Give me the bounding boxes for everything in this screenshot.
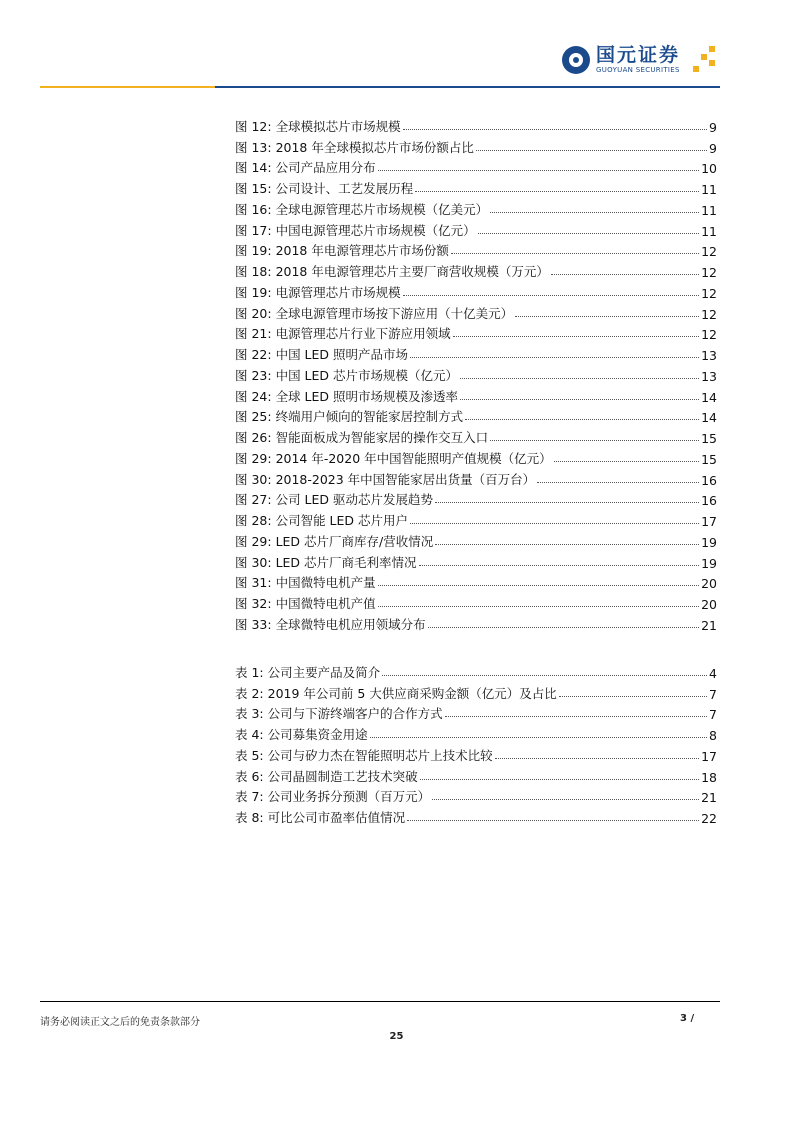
figure-entry[interactable] [235,550,717,571]
dot-leader [490,440,699,441]
table-entry-label: 表 3: 公司与下游终端客户的合作方式 [235,706,443,722]
page-header [0,0,793,95]
figure-entry-label: 图 19: 电源管理芯片市场规模 [235,284,401,300]
figure-entry-label: 图 30: 2018-2023 年中国智能家居出货量（百万台） [235,471,536,487]
dot-leader [554,461,699,462]
figure-entry-page: 15 [701,431,717,446]
dot-leader [435,544,699,545]
dot-leader [382,675,707,676]
figure-entry-label: 图 16: 全球电源管理芯片市场规模（亿美元） [235,201,489,217]
figure-entry-page: 12 [701,285,717,301]
company-logo [562,42,680,78]
figure-entry[interactable] [235,529,717,550]
table-entry-label: 表 6: 公司晶圆制造工艺技术突破 [235,768,418,784]
figure-entry-page: 9 [709,140,717,156]
table-entry-page: 4 [709,665,717,681]
table-entry[interactable] [235,805,717,826]
table-entry-label: 表 8: 可比公司市盈率估值情况 [235,810,406,825]
table-entry-label: 表 2: 2019 年公司前 5 大供应商采购金额（亿元）及占比 [235,685,557,701]
dot-leader [410,523,699,524]
dot-leader [445,716,707,717]
figure-entry[interactable] [235,322,717,343]
table-entry-page: 18 [701,769,717,785]
logo-chinese-name: 国元证券 [596,44,681,66]
figure-entry-page: 19 [701,534,717,550]
table-entry-page: 21 [701,790,717,806]
figure-entry-page: 11 [701,223,717,239]
dot-leader [451,253,699,254]
page-number: 25 [389,1031,404,1042]
figure-entry-page: 11 [701,182,717,197]
figure-entry-label: 图 20: 全球电源管理市场按下游应用（十亿美元） [235,305,514,321]
dot-leader [490,212,699,213]
table-entry-label: 表 5: 公司与矽力杰在智能照明芯片上技术比较 [235,747,493,763]
dot-leader [403,129,707,130]
dot-leader [559,696,707,697]
dot-leader [407,820,699,821]
table-entry[interactable] [235,743,717,764]
figure-entry-page: 20 [701,576,717,592]
dot-leader [378,170,700,171]
figure-entry-label: 图 29: 2014 年-2020 年中国智能照明产值规模（亿元） [235,450,552,466]
table-list [235,660,717,826]
table-entry-page: 22 [701,811,717,826]
figure-entry-label: 图 32: 中国微特电机产值 [235,596,376,611]
figure-entry-label: 图 28: 公司智能 LED 芯片用户 [235,513,408,528]
disclaimer-note: 请务必阅读正文之后的免责条款部分 [40,1017,200,1028]
figure-entry-page: 12 [701,327,717,343]
figure-entry-label: 图 31: 中国微特电机产量 [235,575,376,591]
figure-entry-label: 图 15: 公司设计、工艺发展历程 [235,181,414,196]
table-entry-page: 7 [709,707,717,723]
figure-entry-label: 图 29: LED 芯片厂商库存/营收情况 [235,533,434,549]
figure-entry-page: 11 [701,202,717,218]
figure-entry-page: 12 [701,265,717,280]
figure-entry[interactable] [235,488,717,509]
dot-leader [515,316,699,317]
dot-leader [478,233,700,234]
dot-leader [460,399,699,400]
figure-entry-label: 图 33: 全球微特电机应用领域分布 [235,616,426,632]
dot-leader [428,627,700,628]
logo-text [596,45,680,75]
dot-leader [465,419,699,420]
figure-entry[interactable] [235,363,717,384]
figure-entry[interactable] [235,446,717,467]
figure-entry[interactable] [235,114,717,135]
table-entry[interactable] [235,702,717,723]
figure-entry-page: 13 [701,348,717,363]
figure-entry[interactable] [235,197,717,218]
table-entry[interactable] [235,764,717,785]
figure-entry[interactable] [235,280,717,301]
logo-emblem-icon [562,46,590,74]
dot-leader [537,482,699,483]
dot-leader [495,758,699,759]
dot-leader [435,502,699,503]
logo-dots-icon [693,46,717,74]
figure-entry[interactable] [235,591,717,612]
figure-entry-label: 图 24: 全球 LED 照明市场规模及渗透率 [235,388,458,404]
figure-entry-page: 12 [701,244,717,260]
dot-leader [460,378,699,379]
dot-leader [378,606,700,607]
figure-entry-page: 14 [701,410,717,426]
figure-entry-label: 图 23: 中国 LED 芯片市场规模（亿元） [235,367,458,383]
figure-entry-label: 图 17: 中国电源管理芯片市场规模（亿元） [235,222,476,238]
dot-leader [403,295,700,296]
figure-entry-label: 图 27: 公司 LED 驱动芯片发展趋势 [235,492,433,508]
figure-entry-page: 16 [701,493,717,509]
dot-leader [432,799,699,800]
figure-list [235,114,717,633]
table-entry[interactable] [235,785,717,806]
figure-entry[interactable] [235,508,717,529]
logo-english-name: GUOYUAN SECURITIES [596,66,680,74]
figure-entry-label: 图 21: 电源管理芯片行业下游应用领域 [235,326,451,342]
page-indicator: 3 / [680,1013,695,1024]
dot-leader [419,565,700,566]
figure-entry[interactable] [235,571,717,592]
figure-entry-page: 14 [701,389,717,405]
figure-entry-page: 21 [701,617,717,633]
figure-entry[interactable] [235,425,717,446]
figure-entry-label: 图 25: 终端用户倾向的智能家居控制方式 [235,409,464,425]
figure-entry-label: 图 13: 2018 年全球模拟芯片市场份额占比 [235,139,474,155]
figure-entry-page: 10 [701,161,717,177]
figure-entry-page: 17 [701,514,717,529]
dot-leader [370,737,707,738]
figure-entry-page: 20 [701,597,717,612]
figure-entry-page: 19 [701,555,717,571]
table-entry-page: 8 [709,728,717,743]
dot-leader [551,274,699,275]
figure-entry-label: 图 12: 全球模拟芯片市场规模 [235,118,401,134]
dot-leader [410,357,699,358]
figure-entry[interactable] [235,135,717,156]
dot-leader [378,585,700,586]
figure-entry-page: 12 [701,306,717,322]
dot-leader [453,336,700,337]
figure-entry-label: 图 18: 2018 年电源管理芯片主要厂商营收规模（万元） [235,264,549,279]
figure-entry[interactable] [235,156,717,177]
table-entry-label: 表 4: 公司募集资金用途 [235,727,368,742]
figure-entry-page: 15 [701,451,717,467]
figure-entry[interactable] [235,176,717,197]
table-entry[interactable] [235,722,717,743]
figure-entry[interactable] [235,259,717,280]
figure-entry[interactable] [235,467,717,488]
figure-entry[interactable] [235,239,717,260]
header-divider [40,86,720,88]
table-entry-page: 7 [709,686,717,702]
figure-entry-label: 图 30: LED 芯片厂商毛利率情况 [235,554,417,570]
figure-entry[interactable] [235,218,717,239]
figure-entry[interactable] [235,405,717,426]
table-entry-label: 表 7: 公司业务拆分预测（百万元） [235,789,431,805]
table-entry[interactable] [235,660,717,681]
figure-entry-page: 16 [701,472,717,488]
figure-entry-page: 13 [701,368,717,384]
figure-entry[interactable] [235,384,717,405]
table-entry-page: 17 [701,748,717,764]
figure-entry[interactable] [235,301,717,322]
table-entry-label: 表 1: 公司主要产品及简介 [235,664,381,680]
dot-leader [415,191,699,192]
dot-leader [420,779,699,780]
dot-leader [476,150,707,151]
footer-divider [40,1001,720,1002]
figure-entry-page: 9 [709,119,717,135]
figure-entry-label: 图 19: 2018 年电源管理芯片市场份额 [235,243,449,259]
figure-entry[interactable] [235,342,717,363]
figure-entry[interactable] [235,612,717,633]
figure-entry-label: 图 26: 智能面板成为智能家居的操作交互入口 [235,430,489,445]
figure-entry-label: 图 22: 中国 LED 照明产品市场 [235,347,408,362]
figure-entry-label: 图 14: 公司产品应用分布 [235,160,376,176]
table-entry[interactable] [235,681,717,702]
